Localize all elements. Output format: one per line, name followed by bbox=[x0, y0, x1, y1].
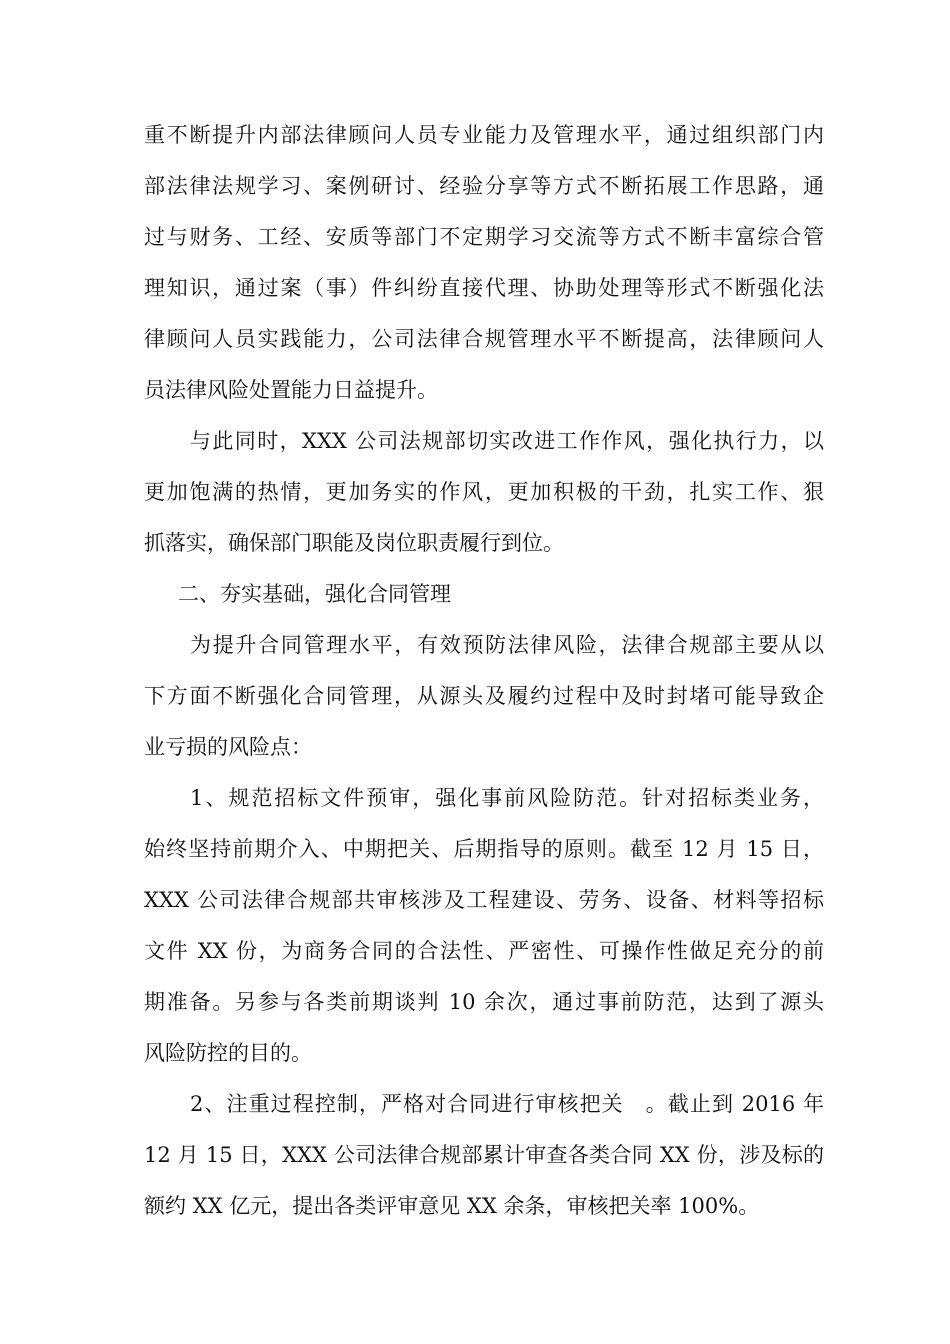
paragraph-line: 抓落实，确保部门职能及岗位职责履行到位。 bbox=[144, 531, 564, 555]
paragraph-line: 12 月 15 日，XXX 公司法律合规部累计审查各类合同 XX 份，涉及标的 bbox=[144, 1143, 824, 1167]
paragraph-line: 额约 XX 亿元，提出各类评审意见 XX 余条，审核把关率 100%。 bbox=[144, 1194, 760, 1218]
paragraph-line: XXX 公司法律合规部共审核涉及工程建设、劳务、设备、材料等招标 bbox=[144, 888, 824, 912]
paragraph-line: 2、注重过程控制，严格对合同进行审核把关 。截止到 2016 年 bbox=[190, 1092, 824, 1116]
paragraph-line: 风险防控的目的。 bbox=[144, 1041, 312, 1065]
paragraph-line: 律顾问人员实践能力，公司法律合规管理水平不断提高，法律顾问人 bbox=[144, 327, 824, 351]
paragraph-line: 员法律风险处置能力日益提升。 bbox=[144, 378, 438, 402]
paragraph-line: 业亏损的风险点： bbox=[144, 735, 312, 759]
paragraph-line: 下方面不断强化合同管理，从源头及履约过程中及时封堵可能导致企 bbox=[144, 684, 824, 708]
paragraph-line: 理知识，通过案（事）件纠纷直接代理、协助处理等形式不断强化法 bbox=[144, 276, 824, 300]
paragraph-line: 过与财务、工经、安质等部门不定期学习交流等方式不断丰富综合管 bbox=[144, 225, 824, 249]
paragraph-line: 始终坚持前期介入、中期把关、后期指导的原则。截至 12 月 15 日， bbox=[144, 837, 824, 861]
paragraph-line: 期准备。另参与各类前期谈判 10 余次，通过事前防范，达到了源头 bbox=[144, 990, 824, 1014]
paragraph-line: 文件 XX 份，为商务合同的合法性、严密性、可操作性做足充分的前 bbox=[144, 939, 824, 963]
paragraph-line: 重不断提升内部法律顾问人员专业能力及管理水平，通过组织部门内 bbox=[144, 123, 824, 147]
paragraph-line: 1、规范招标文件预审，强化事前风险防范。针对招标类业务， bbox=[190, 786, 824, 810]
paragraph-line: 与此同时，XXX 公司法规部切实改进工作作风，强化执行力，以 bbox=[190, 429, 824, 453]
paragraph-line: 更加饱满的热情，更加务实的作风，更加积极的干劲，扎实工作、狠 bbox=[144, 480, 824, 504]
paragraph-line: 为提升合同管理水平，有效预防法律风险，法律合规部主要从以 bbox=[190, 633, 824, 657]
paragraph-line: 部法律法规学习、案例研讨、经验分享等方式不断拓展工作思路，通 bbox=[144, 174, 824, 198]
section-heading: 二、夯实基础，强化合同管理 bbox=[178, 582, 451, 606]
